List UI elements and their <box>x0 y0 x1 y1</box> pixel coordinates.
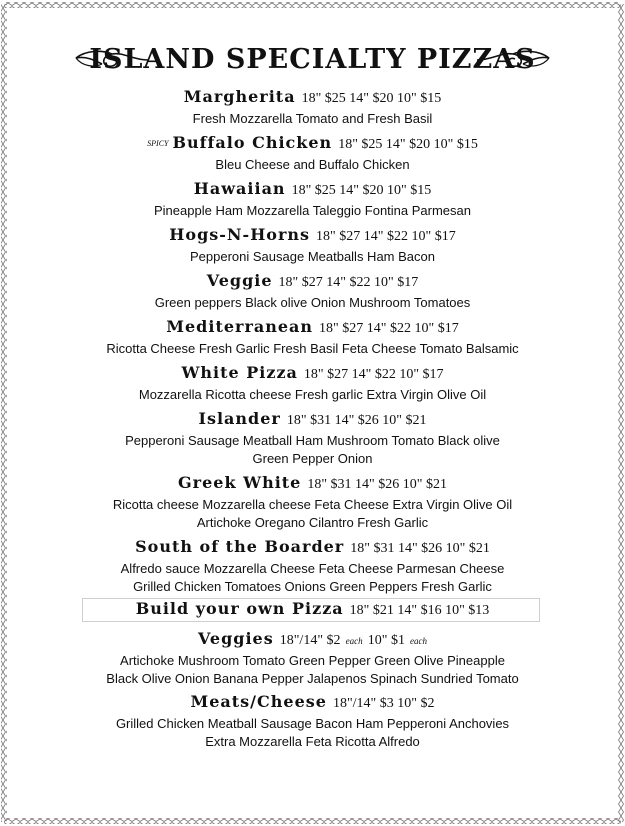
menu-item-south-of-the-boarder <box>0 536 625 595</box>
menu-item-islander <box>0 408 625 467</box>
item-description: Green peppers Black olive Onion Mushroom Tomatoes <box>154 295 471 310</box>
menu-item-build-your-own <box>0 598 625 622</box>
item-description: Grilled Chicken Meatball Sausage Bacon Ham Pepperoni Anchovies <box>115 716 510 731</box>
item-description: Pepperoni Sausage Meatball Ham Mushroom Tomato Black olive <box>125 433 500 448</box>
menu-item-hogs-n-horns <box>0 224 625 266</box>
item-prices: 18" $25 14" $20 10" $15 <box>338 137 478 152</box>
item-description: Artichoke Oregano Cilantro Fresh Garlic <box>196 514 429 530</box>
item-description: Pepperoni Sausage Meatballs Ham Bacon <box>190 249 435 264</box>
menu-header <box>0 40 625 80</box>
price-unit: each <box>410 636 428 646</box>
topping-group-veggies <box>0 628 625 687</box>
item-name: Islander <box>198 409 281 428</box>
menu-title: ISLAND SPECIALTY PIZZAS <box>89 44 536 75</box>
item-prices: 18" $27 14" $22 10" $17 <box>303 367 444 382</box>
menu-item-mediterranean <box>0 316 625 358</box>
item-description: Pineapple Ham Mozzarella Taleggio Fontina Parmesan <box>154 203 471 218</box>
price-unit: each <box>345 636 363 646</box>
item-name: Meats/Cheese <box>190 692 327 711</box>
item-description: Alfredo sauce Mozzarella Cheese Feta Cheese Parmesan Cheese <box>120 561 505 576</box>
item-prices: 18" $31 14" $26 10" $21 <box>350 541 490 556</box>
item-prices: 10" $1 <box>367 633 405 648</box>
item-description: Black Olive Onion Banana Pepper Jalapenos Spinach Sundried Tomato <box>106 670 519 686</box>
item-name: Hawaiian <box>193 179 286 198</box>
item-description: Grilled Chicken Tomatoes Onions Green Peppers Fresh Garlic <box>133 578 492 594</box>
item-prices: 18"/14" $3 10" $2 <box>332 696 435 711</box>
item-name: South of the Boarder <box>135 537 345 556</box>
item-name: Margherita <box>183 87 296 106</box>
item-description: Extra Mozzarella Feta Ricotta Alfredo <box>205 733 420 749</box>
item-name: Greek White <box>177 473 302 492</box>
item-description: Green Pepper Onion <box>252 450 373 466</box>
item-description: Mozzarella Ricotta cheese Fresh garlic Extra Virgin Olive Oil <box>138 387 487 402</box>
item-name: Veggies <box>197 629 274 648</box>
item-name: Mediterranean <box>166 317 314 336</box>
menu-item-buffalo-chicken <box>0 132 625 174</box>
item-name: White Pizza <box>181 363 298 382</box>
item-description: Fresh Mozzarella Tomato and Fresh Basil <box>192 111 433 126</box>
item-prices: 18" $31 14" $26 10" $21 <box>307 477 447 492</box>
item-prices: 18" $25 14" $20 10" $15 <box>291 183 432 198</box>
menu-item-white-pizza <box>0 362 625 404</box>
menu-item-veggie <box>0 270 625 312</box>
item-name: Build your own Pizza <box>135 599 344 618</box>
item-prices: 18"/14" $2 <box>279 633 341 648</box>
menu-item-hawaiian <box>0 178 625 220</box>
item-prices: 18" $21 14" $16 10" $13 <box>349 603 490 618</box>
item-prices: 18" $31 14" $26 10" $21 <box>286 413 427 428</box>
item-name: Buffalo Chicken <box>172 133 333 152</box>
item-prices: 18" $27 14" $22 10" $17 <box>278 275 419 290</box>
item-prices: 18" $27 14" $22 10" $17 <box>316 229 456 244</box>
menu-item-greek-white <box>0 472 625 531</box>
right-flourish-icon <box>475 46 553 74</box>
item-name: Hogs-N-Horns <box>169 225 311 244</box>
topping-group-meats-cheese <box>0 691 625 750</box>
item-prices: 18" $27 14" $22 10" $17 <box>319 321 459 336</box>
item-prices: 18" $25 14" $20 10" $15 <box>301 91 442 106</box>
item-description: Ricotta Cheese Fresh Garlic Fresh Basil Feta Cheese Tomato Balsamic <box>106 341 519 356</box>
item-description: Bleu Cheese and Buffalo Chicken <box>215 157 410 172</box>
item-description: Artichoke Mushroom Tomato Green Pepper Green Olive Pineapple <box>120 653 505 668</box>
item-name: Veggie <box>206 271 273 290</box>
spicy-tag: SPICY <box>147 139 169 148</box>
menu-item-margherita <box>0 86 625 128</box>
item-description: Ricotta cheese Mozzarella cheese Feta Cheese Extra Virgin Olive Oil <box>112 497 513 512</box>
